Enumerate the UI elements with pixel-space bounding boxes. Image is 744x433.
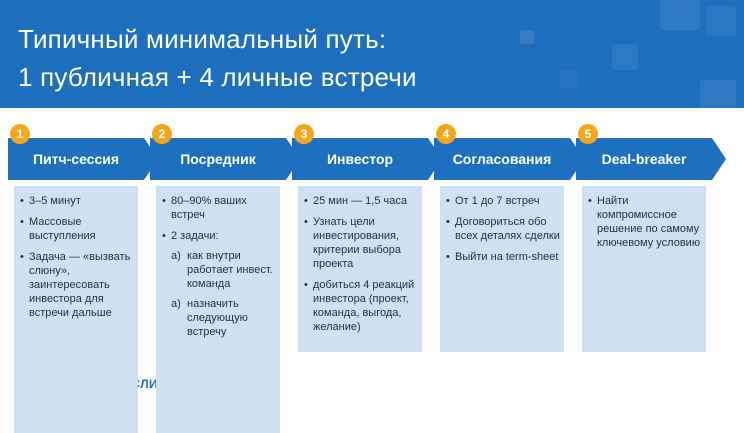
subitem-letter: а) [171, 298, 181, 310]
decorative-square [520, 30, 534, 44]
step-chevron [292, 138, 442, 180]
step-2 [150, 124, 300, 374]
step-detail-item: • Узнать цели инвестирования, критерии выбора проекта [304, 215, 418, 271]
header-banner [0, 0, 744, 108]
subitem-letter: а) [171, 250, 181, 262]
step-label: Посредник [180, 151, 256, 167]
decorative-square [660, 0, 700, 30]
step-1 [8, 124, 158, 374]
step-label: Инвестор [326, 151, 394, 167]
step-label: Питч-сессия [32, 151, 120, 167]
decorative-square [612, 44, 638, 70]
decorative-square [560, 70, 578, 88]
step-detail-item: • добиться 4 реакций инвестора (проект, команда, выгода, желание) [304, 278, 418, 334]
step-3 [292, 124, 442, 374]
step-detail-item: • Выйти на term-sheet [446, 250, 560, 264]
step-chevron [8, 138, 158, 180]
step-detail-item: • 3–5 минут [20, 194, 134, 208]
step-detail-item: • Массовые выступления [20, 215, 134, 243]
step-details-box [440, 186, 564, 352]
step-detail-item: • Найти компромиссное решение по самому ключевому условию [588, 194, 702, 250]
step-label: Согласования [452, 151, 552, 167]
subitem-text: назначить следующую встречу [187, 298, 248, 338]
subitem-text: как внутри работает инвест. команда [187, 250, 273, 290]
page-title-line1: Типичный минимальный путь: [18, 24, 387, 54]
step-subitem [171, 297, 276, 339]
step-number-badge: 2 [152, 124, 172, 144]
step-number-badge: 4 [436, 124, 456, 144]
step-details-box [582, 186, 706, 352]
step-detail-item: • Задача — «вызвать слюну», заинтересовать инвестора для встречи дальше [20, 250, 134, 320]
step-details-box [156, 186, 280, 433]
step-number-badge: 1 [10, 124, 30, 144]
step-5 [576, 124, 726, 374]
step-label: Deal-breaker [601, 151, 687, 167]
step-4 [434, 124, 584, 374]
step-chevron [150, 138, 300, 180]
step-chevron [434, 138, 584, 180]
step-subitem [171, 249, 276, 291]
decorative-square [706, 6, 736, 36]
step-number-badge: 5 [578, 124, 598, 144]
step-detail-item [162, 229, 276, 339]
decorative-square [700, 80, 736, 108]
step-chevron [576, 138, 726, 180]
step-detail-item: • 25 мин — 1,5 часа [304, 194, 418, 208]
step-number-badge: 3 [294, 124, 314, 144]
step-detail-item: • 80–90% ваших встреч [162, 194, 276, 222]
step-detail-item: • От 1 до 7 встреч [446, 194, 560, 208]
step-detail-item: • Договориться обо всех деталях сделки [446, 215, 560, 243]
page-title-line2: 1 публичная + 4 личные встречи [18, 62, 417, 92]
step-detail-text: 2 задачи: [171, 230, 219, 242]
step-details-box [14, 186, 138, 433]
step-details-box [298, 186, 422, 352]
